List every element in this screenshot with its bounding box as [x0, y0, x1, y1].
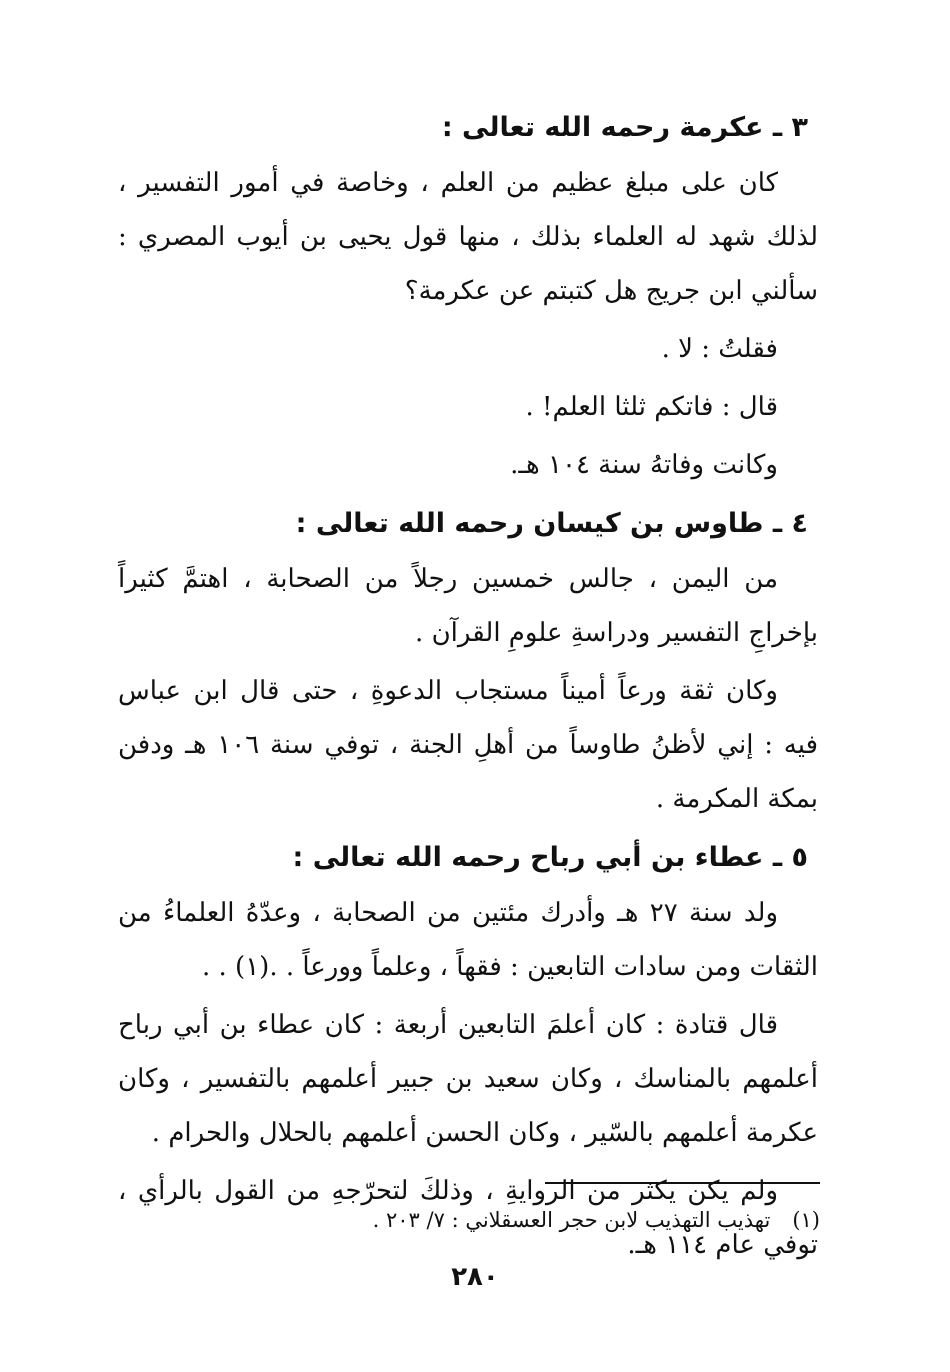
- footnote-divider: [545, 1182, 820, 1184]
- paragraph: ولد سنة ٢٧ هـ وأدرك مئتين من الصحابة ، وعدّهُ العلماءُ من الثقات ومن سادات التابعين : فقهاً ، وعلماً وورعاً . .(١) . .: [118, 898, 818, 982]
- section-heading-ikrima: ٣ ـ عكرمة رحمه الله تعالى :: [441, 112, 808, 143]
- footnote-number: (١): [792, 1208, 820, 1232]
- page-body: [118, 100, 818, 1276]
- paragraph: من اليمن ، جالس خمسين رجلاً من الصحابة ، اهتمَّ كثيراً بإخراجِ التفسير ودراسةِ علومِ القرآن .: [118, 564, 818, 648]
- footnote-text: تهذيب التهذيب لابن حجر العسقلاني : ٧/ ٢٠٣ .: [372, 1208, 771, 1232]
- paragraph: وكان ثقة ورعاً أميناً مستجاب الدعوةِ ، حتى قال ابن عباس فيه : إني لأظنُ طاوساً من أهلِ الجنة ، توفي سنة ١٠٦ هـ ودفن بمكة المكرمة .: [118, 676, 818, 814]
- paragraph: قال قتادة : كان أعلمَ التابعين أربعة : كان عطاء بن أبي رباح أعلمهم بالمناسك ، وكان سعيد بن جبير أعلمهم بالتفسير ، وكان عكرمة أعلمهم بالسّير ، وكان الحسن أعلمهم بالحلال والحرام .: [118, 1010, 818, 1148]
- page-number: ٢٨٠: [451, 1262, 499, 1292]
- section-heading-ata: ٥ ـ عطاء بن أبي رباح رحمه الله تعالى :: [292, 842, 808, 873]
- paragraph: ولم يكن يكثر من الروايةِ ، وذلكَ لتحرّجهِ من القول بالرأي ، توفي عام ١١٤ هـ.: [118, 1176, 818, 1260]
- section-heading-tawus: ٤ ـ طاوس بن كيسان رحمه الله تعالى :: [295, 508, 808, 539]
- paragraph: فقلتُ : لا .: [661, 334, 778, 364]
- paragraph: قال : فاتكم ثلثا العلم! .: [525, 392, 778, 422]
- paragraph: كان على مبلغ عظيم من العلم ، وخاصة في أمور التفسير ، لذلك شهد له العلماء بذلك ، منها قول يحيى بن أيوب المصري : سألني ابن جريج هل كتبتم عن عكرمة؟: [118, 168, 818, 306]
- paragraph: وكانت وفاتهُ سنة ١٠٤ هـ.: [510, 450, 778, 480]
- footnote: [120, 1204, 820, 1236]
